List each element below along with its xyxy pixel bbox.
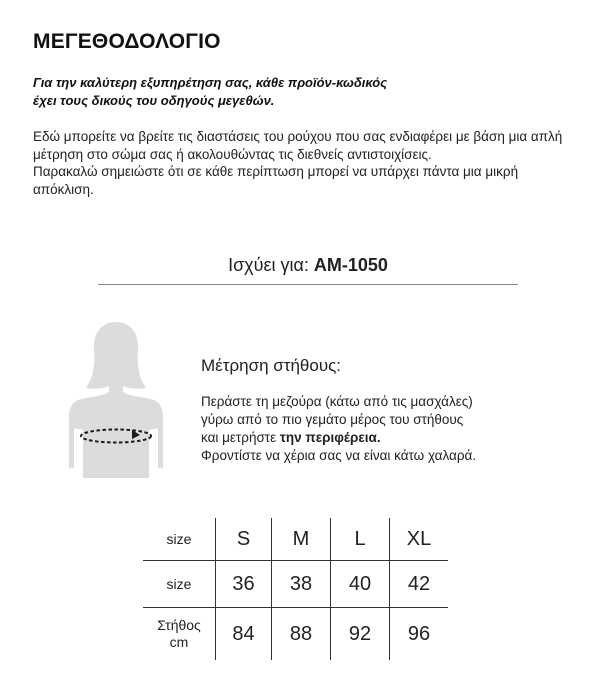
header-size-xl: XL <box>390 518 449 561</box>
measurement-title: Μέτρηση στήθους: <box>201 356 342 375</box>
instruction-line-3-bold: την περιφέρεια. <box>279 430 381 445</box>
hair-shape <box>86 322 146 389</box>
lead-text <box>33 74 553 110</box>
table-cell: 38 <box>272 561 331 608</box>
applies-to <box>98 255 518 276</box>
applies-label: Ισχύει για: <box>228 255 314 275</box>
row-label-size: size <box>143 561 216 608</box>
table-cell: 42 <box>390 561 449 608</box>
table-row <box>143 561 448 608</box>
instruction-line-3 <box>201 429 561 447</box>
header-size-l: L <box>331 518 390 561</box>
divider <box>98 284 518 285</box>
instruction-line-3-prefix: και μετρήστε <box>201 430 280 445</box>
torso-silhouette-icon <box>66 318 166 483</box>
note-paragraph: Παρακαλώ σημειώστε ότι σε κάθε περίπτωση μπορεί να υπάρχει πάντα μια μικρή απόκλιση. <box>33 164 519 197</box>
instruction-line-1: Περάστε τη μεζούρα (κάτω από τις μασχάλες) <box>201 394 473 409</box>
table-row <box>143 608 448 661</box>
table-cell: 96 <box>390 608 449 661</box>
header-size-m: M <box>272 518 331 561</box>
body-text <box>33 128 563 198</box>
table-cell: 92 <box>331 608 390 661</box>
table-cell: 36 <box>216 561 272 608</box>
measurement-instructions <box>201 393 561 465</box>
size-table <box>143 518 448 660</box>
page-title: ΜΕΓΕΘΟΔΟΛΟΓΙΟ <box>33 30 221 53</box>
table-cell: 84 <box>216 608 272 661</box>
instruction-line-2: γύρω από το πιο γεμάτο μέρος του στήθους <box>201 412 464 427</box>
instruction-line-4: Φροντίστε να χέρια σας να είναι κάτω χαλαρά. <box>201 448 477 463</box>
intro-paragraph: Εδώ μπορείτε να βρείτε τις διαστάσεις του ρούχου που σας ενδιαφέρει με βάση μια απλή μέτρηση στο σώμα σας ή ακολουθώντας τις διεθνείς αντιστοιχίσεις. <box>33 129 563 162</box>
table-cell: 88 <box>272 608 331 661</box>
lead-line-1: Για την καλύτερη εξυπηρέτηση σας, κάθε προϊόν-κωδικός <box>33 75 388 90</box>
lead-line-2: έχει τους δικούς του οδηγούς μεγεθών. <box>33 93 275 108</box>
product-code: AM-1050 <box>313 255 388 275</box>
row-label-chest-line-1: Στήθος <box>157 617 201 633</box>
row-label-chest <box>143 608 216 661</box>
header-label: size <box>143 518 216 561</box>
table-cell: 40 <box>331 561 390 608</box>
row-label-chest-unit: cm <box>169 634 189 650</box>
header-size-s: S <box>216 518 272 561</box>
size-table-header-row <box>143 518 448 561</box>
